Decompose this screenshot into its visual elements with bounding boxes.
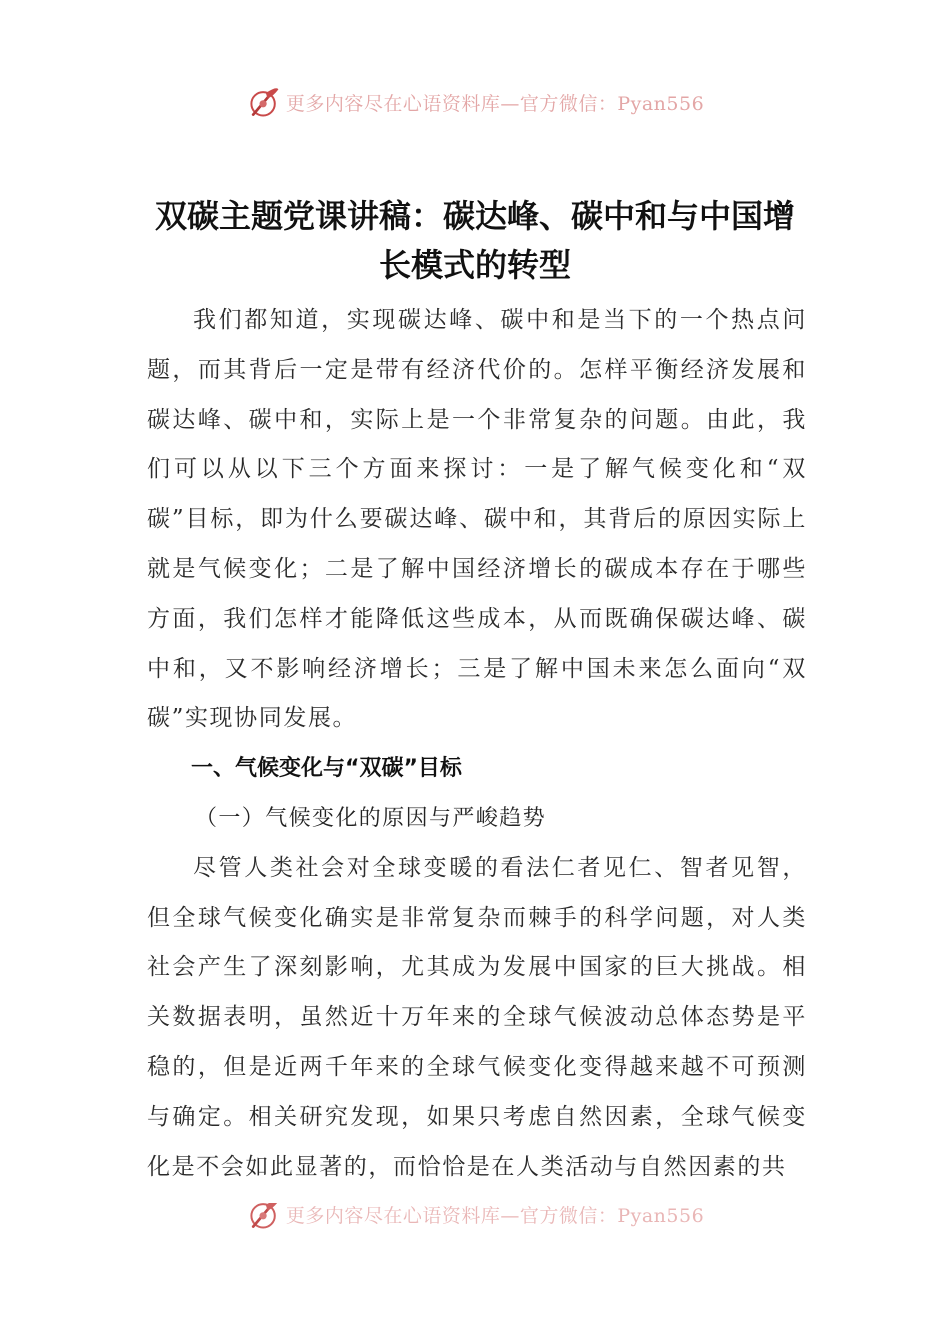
header-watermark-banner [0, 82, 950, 122]
header-banner-content [246, 84, 704, 120]
quill-logo-icon [246, 84, 282, 120]
body-paragraph-2: 尽管人类社会对全球变暖的看法仁者见仁、智者见智，但全球气候变化确实是非常复杂而棘手的科学问题，对人类社会产生了深刻影响，尤其成为发展中国家的巨大挑战。相关数据表明，虽然近十万年来的全球气候波动总体态势是平稳的，但是近两千年来的全球气候变化变得越来越不可预测与确定。相关研究发现，如果只考虑自然因素，全球气候变化是不会如此显著的，而恰恰是在人类活动与自然因素的共 [147, 854, 807, 1180]
section-heading-1: 一、气候变化与“双碳”目标 [191, 756, 462, 782]
document-body [147, 296, 807, 1192]
footer-watermark-banner [0, 1203, 950, 1237]
header-banner-text: 更多内容尽在心语资料库—官方微信：Pyan556 [285, 92, 705, 115]
intro-paragraph: 我们都知道，实现碳达峰、碳中和是当下的一个热点问题，而其背后一定是带有经济代价的。怎样平衡经济发展和碳达峰、碳中和，实际上是一个非常复杂的问题。由此，我们可以从以下三个方面来探讨：一是了解气候变化和“双碳”目标，即为什么要碳达峰、碳中和，其背后的原因实际上就是气候变化；二是了解中国经济增长的碳成本存在于哪些方面，我们怎样才能降低这些成本，从而既确保碳达峰、碳中和，又不影响经济增长；三是了解中国未来怎么面向“双碳”实现协同发展。 [147, 307, 807, 732]
subsection-heading-1: （一）气候变化的原因与严峻趋势 [195, 805, 547, 831]
quill-logo-icon [246, 1203, 282, 1232]
footer-banner-content [246, 1203, 704, 1232]
footer-banner-text: 更多内容尽在心语资料库—官方微信：Pyan556 [285, 1204, 705, 1227]
document-title: 双碳主题党课讲稿：碳达峰、碳中和与中国增长模式的转型 [154, 197, 795, 284]
